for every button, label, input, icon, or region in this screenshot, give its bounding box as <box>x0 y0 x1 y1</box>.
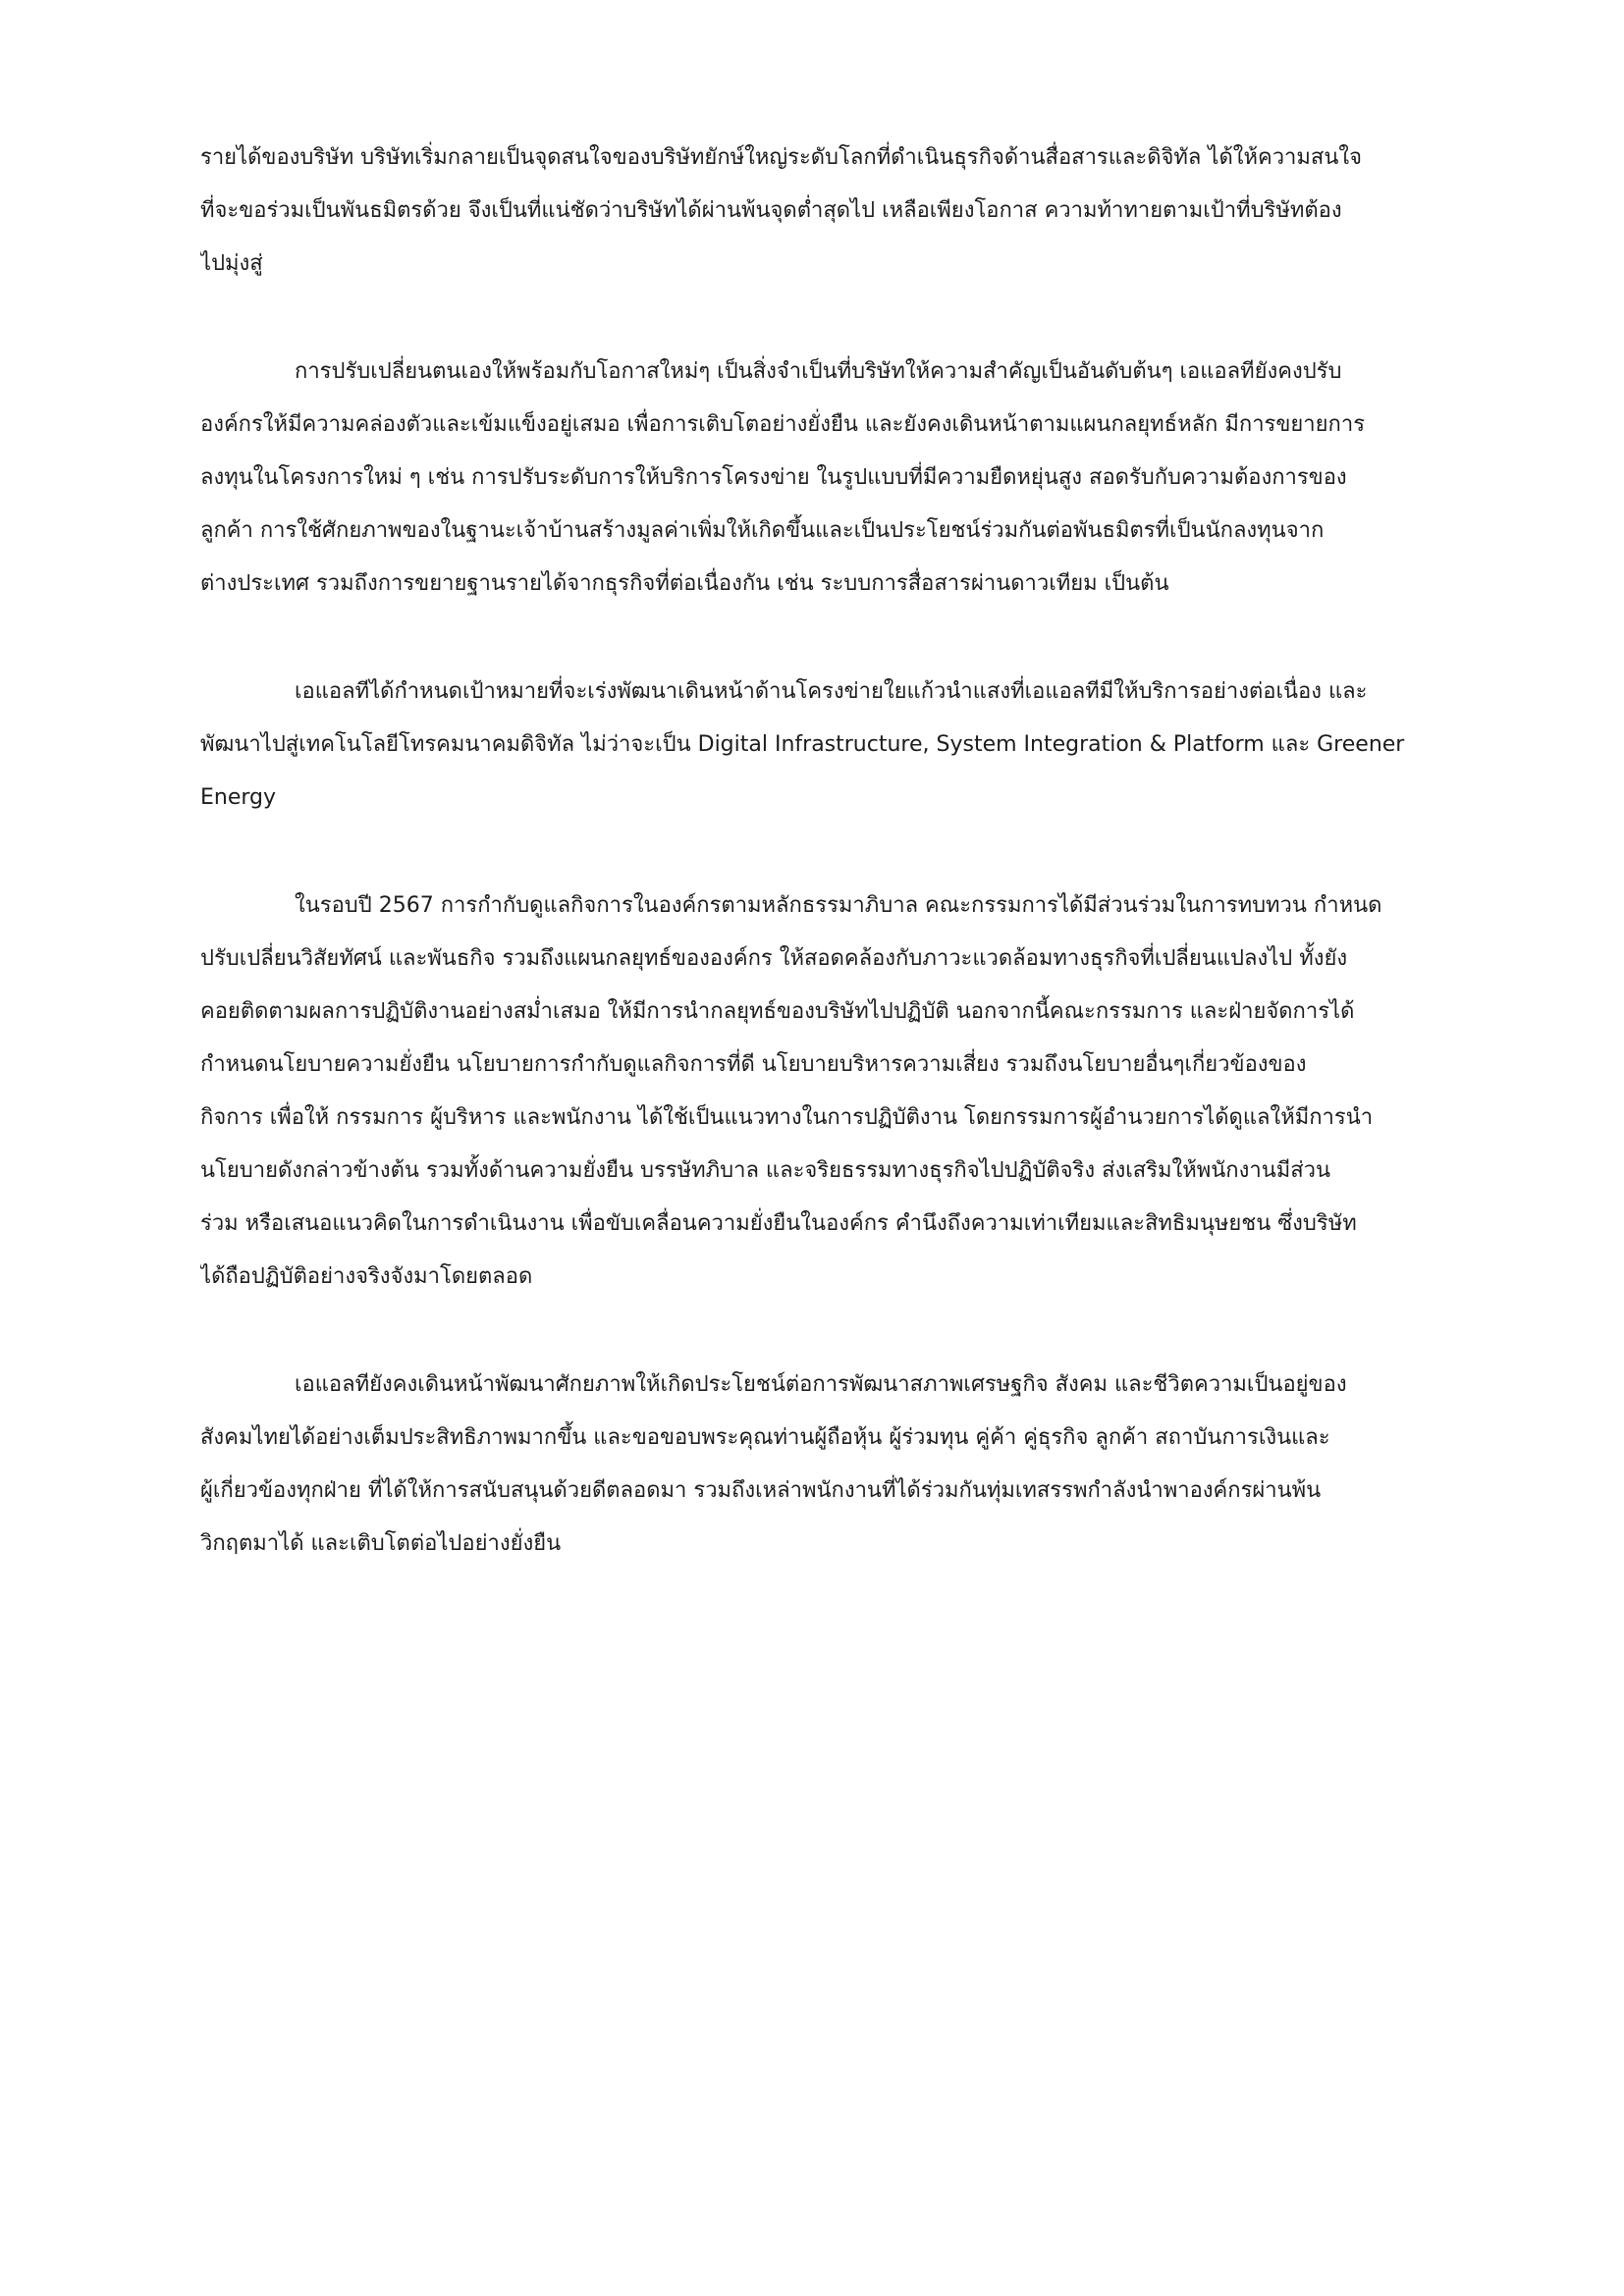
text-line: องค์กรให้มีความคล่องตัวและเข้มแข็งอยู่เสมอ เพื่อการเติบโตอย่างยั่งยืน และยังคงเดินหน้าตามแผนกลยุทธ์หลัก มีการขยายการ <box>200 412 1366 437</box>
text-line: กำหนดนโยบายความยั่งยืน นโยบายการกำกับดูแลกิจการที่ดี นโยบายบริหารความเสี่ยง รวมถึงนโยบายอื่นๆเกี่ยวข้องของ <box>200 1052 1307 1077</box>
document-body <box>200 132 1508 1571</box>
text-line: พัฒนาไปสู่เทคโนโลยีโทรคมนาคมดิจิทัล ไม่ว่าจะเป็น Digital Infrastructure, System Integration & Platform และ Greener <box>200 732 1405 757</box>
text-line: รายได้ของบริษัท บริษัทเริ่มกลายเป็นจุดสนใจของบริษัทยักษ์ใหญ่ระดับโลกที่ดำเนินธุรกิจด้านสื่อสารและดิจิทัล ได้ให้ความสนใจ <box>200 145 1363 170</box>
text-line: สังคมไทยได้อย่างเต็มประสิทธิภาพมากขึ้น และขอขอบพระคุณท่านผู้ถือหุ้น ผู้ร่วมทุน คู่ค้า คู่ธุรกิจ ลูกค้า สถาบันการเงินและ <box>200 1425 1330 1450</box>
text-line: การปรับเปลี่ยนตนเองให้พร้อมกับโอกาสใหม่ๆ เป็นสิ่งจำเป็นที่บริษัทให้ความสำคัญเป็นอันดับต้นๆ เอแอลทียังคงปรับ <box>295 359 1342 384</box>
paragraph-acknowledgement <box>200 1359 1508 1571</box>
text-line: ลงทุนในโครงการใหม่ ๆ เช่น การปรับระดับการให้บริการโครงข่าย ในรูปแบบที่มีความยืดหยุ่นสูง สอดรับกับความต้องการของ <box>200 465 1347 490</box>
paragraph-transformation <box>200 346 1508 611</box>
text-line: Energy <box>200 785 277 810</box>
text-line: ลูกค้า การใช้ศักยภาพของในฐานะเจ้าบ้านสร้างมูลค่าเพิ่มให้เกิดขึ้นและเป็นประโยชน์ร่วมกันต่อพันธมิตรที่เป็นนักลงทุนจาก <box>200 518 1325 543</box>
text-line: ผู้เกี่ยวข้องทุกฝ่าย ที่ได้ให้การสนับสนุนด้วยดีตลอดมา รวมถึงเหล่าพนักงานที่ได้ร่วมกันทุ่มเทสรรพกำลังนำพาองค์กรผ่านพ้น <box>200 1478 1322 1503</box>
text-line: เอแอลทียังคงเดินหน้าพัฒนาศักยภาพให้เกิดประโยชน์ต่อการพัฒนาสภาพเศรษฐกิจ สังคม และชีวิตความเป็นอยู่ของ <box>295 1372 1347 1397</box>
text-line: ต่างประเทศ รวมถึงการขยายฐานรายได้จากธุรกิจที่ต่อเนื่องกัน เช่น ระบบการสื่อสารผ่านดาวเทียม เป็นต้น <box>200 571 1169 596</box>
paragraph-continuation <box>200 132 1508 291</box>
text-line: ที่จะขอร่วมเป็นพันธมิตรด้วย จึงเป็นที่แน่ชัดว่าบริษัทได้ผ่านพ้นจุดต่ำสุดไป เหลือเพียงโอกาส ความท้าทายตามเป้าที่บริษัทต้อง <box>200 198 1342 223</box>
text-line: ในรอบปี 2567 การกำกับดูแลกิจการในองค์กรตามหลักธรรมาภิบาล คณะกรรมการได้มีส่วนร่วมในการทบทวน กำหนด <box>295 893 1382 918</box>
paragraph-governance <box>200 880 1508 1304</box>
text-line: วิกฤตมาได้ และเติบโตต่อไปอย่างยั่งยืน <box>200 1531 562 1556</box>
text-line: กิจการ เพื่อให้ กรรมการ ผู้บริหาร และพนักงาน ได้ใช้เป็นแนวทางในการปฏิบัติงาน โดยกรรมการผู้อำนวยการได้ดูแลให้มีการนำ <box>200 1105 1374 1130</box>
text-line: ได้ถือปฏิบัติอย่างจริงจังมาโดยตลอด <box>200 1264 533 1289</box>
text-line: ร่วม หรือเสนอแนวคิดในการดำเนินงาน เพื่อขับเคลื่อนความยั่งยืนในองค์กร คำนึงถึงความเท่าเทียมและสิทธิมนุษยชน ซึ่งบริษัท <box>200 1211 1357 1236</box>
text-line: ปรับเปลี่ยนวิสัยทัศน์ และพันธกิจ รวมถึงแผนกลยุทธ์ขององค์กร ให้สอดคล้องกับภาวะแวดล้อมทางธุรกิจที่เปลี่ยนแปลงไป ทั้งยัง <box>200 946 1348 971</box>
paragraph-network-goals <box>200 666 1508 825</box>
text-line: นโยบายดังกล่าวข้างต้น รวมทั้งด้านความยั่งยืน บรรษัทภิบาล และจริยธรรมทางธุรกิจไปปฏิบัติจริง ส่งเสริมให้พนักงานมีส่วน <box>200 1158 1331 1183</box>
text-line: คอยติดตามผลการปฏิบัติงานอย่างสม่ำเสมอ ให้มีการนำกลยุทธ์ของบริษัทไปปฏิบัติ นอกจากนี้คณะกรรมการ และฝ่ายจัดการได้ <box>200 999 1355 1024</box>
text-line: เอแอลทีได้กำหนดเป้าหมายที่จะเร่งพัฒนาเดินหน้าด้านโครงข่ายใยแก้วนำแสงที่เอแอลทีมีให้บริการอย่างต่อเนื่อง และ <box>295 679 1368 704</box>
text-line: ไปมุ่งสู่ <box>200 251 263 276</box>
